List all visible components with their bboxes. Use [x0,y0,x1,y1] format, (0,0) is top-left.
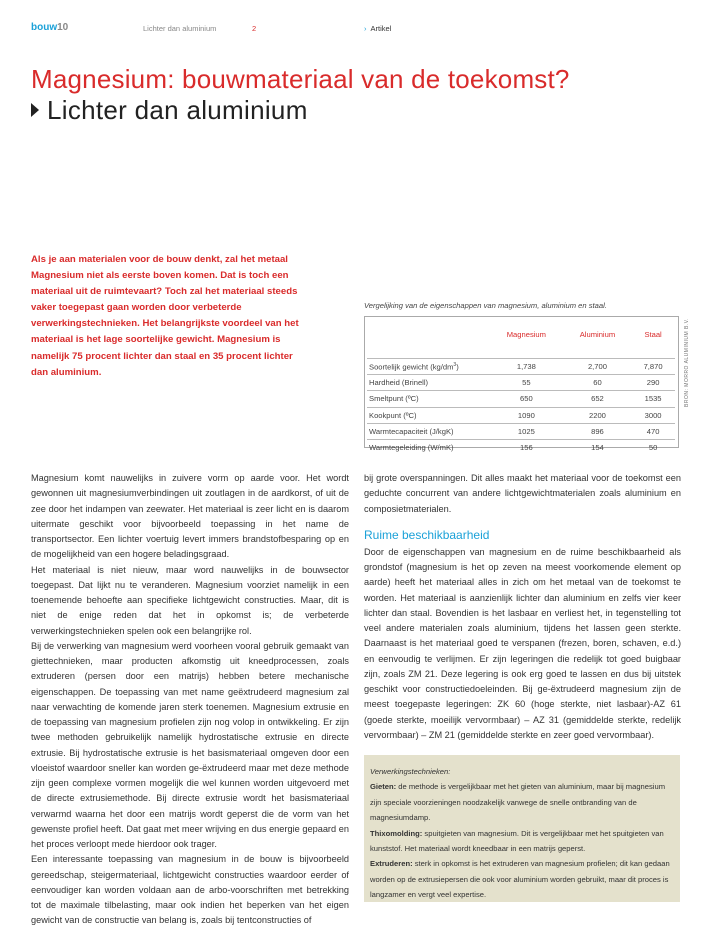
article-type-label: Artikel [370,24,392,33]
body-paragraph: Het materiaal is niet nieuw, maar word nauwelijks in de bouwsector toegepast. Dat lijkt nu te veranderen. Magnesium voorziet namelijk in een toenemende behoefte aan specifieke lichtgewicht constructies. Maar, dit is niet de enige reden dat het in opkomst is; de verbeterde verwerkingstechnieken spelen ook een belangrijke rol. [31,564,349,636]
cell-staal: 3000 [631,407,675,423]
sidebar-text: de methode is vergelijkbaar met het gieten van aluminium, maar bij magnesium zijn speciale voorzieningen noodzakelijk vanwege de snelle ontbranding van de magnesiumdamp. [370,782,666,823]
body-paragraph: Door de eigenschappen van magnesium en de ruime beschikbaarheid als grondstof (magnesium is het op zeven na meest voorkomende element op aarde) heeft het materiaal alles in zich om het metaal van de toekomst te worden. Het materiaal is aanzienlijk lichter dan aluminium en zelfs vier keer lichter dan staal. Bovendien is het lasbaar en verliest het, in tegenstelling tot veel andere materialen zoals aluminium, tijdens het lassen geen sterkte. Daarnaast is het materiaal goed te verspanen (frezen, boren, schaven, e.d.) en eenvoudig te verlijmen. Er zijn legeringen die redelijk tot goed buigbaar zijn, zoals ZM 21. Deze legering is ook erg goed te lassen en dus bij uitstek geschikt voor constructiedoeleinden. Bij ge-ëxtrudeerd magnesium zijn de meest toegepaste legeringen: ZK 60 (hoge sterkte, niet lasbaar)-AZ 61 (goede sterkte, moeilijk vervormbaar) – AZ 31 (gemiddelde sterkte, redelijk vervormbaar) – ZM 21 (gemiddelde sterkte en zeer goed vervormbaar). [364,546,681,740]
row-label: Warmtegeleiding (W/mK) [367,439,489,455]
header-page-number: 2 [252,24,257,33]
triangle-right-icon [31,103,39,117]
cell-staal: 50 [631,439,675,455]
body-paragraph: Magnesium komt nauwelijks in zuivere vorm op aarde voor. Het wordt gewonnen uit magnesiumverbindingen uit zoutlagen in de aardkorst, of uit de zee door het indampen van zeewater. Het materiaal is zeer licht en is daarom uitermate geschikt voor bijvoorbeeld toepassing in het name de transportsector. Een lichter voertuig levert immers brandstofbesparing op en de mogelijkheid van een hogere beladingsgraad. [31,473,349,560]
properties-table [367,324,675,455]
table-header-cell [367,324,489,344]
row-label: Kookpunt (ºC) [367,407,489,423]
sidebar-term: Thixomolding: [370,828,423,838]
sidebar-term: Gieten: [370,782,397,792]
sidebar-text: sterk in opkomst is het extruderen van magnesium profielen; dit kan gedaan worden op de extrusiepersen die ook voor aluminium worden gebruikt, maar dit proces is langzamer en vergt veel expertise. [370,859,670,900]
sidebar-term: Extruderen: [370,859,413,869]
logo-text: bouw [31,22,58,33]
chevron-right-icon: › [364,24,367,33]
body-column-2 [364,471,681,743]
cell-aluminium: 2,700 [564,359,631,375]
body-paragraph: bij grote overspanningen. Dit alles maakt het materiaal voor de toekomst een geduchte concurrent van andere lichtgewichtmaterialen zoals aluminium en composietmaterialen. [364,473,681,514]
cell-magnesium: 55 [489,375,564,391]
table-header-row [367,324,675,344]
section-subheading: Ruime beschikbaarheid [364,527,490,542]
page-title: Magnesium: bouwmateriaal van de toekomst? [31,64,570,94]
cell-aluminium: 896 [564,423,631,439]
table-row [367,391,675,407]
table-caption: Vergelijking van de eigenschappen van magnesium, aluminium en staal. [364,301,607,310]
cell-aluminium: 2200 [564,407,631,423]
sidebar-item [370,826,673,857]
cell-aluminium: 652 [564,391,631,407]
cell-magnesium: 1090 [489,407,564,423]
table-header-cell: Aluminium [579,329,616,339]
table-row [367,439,675,455]
table-row [367,407,675,423]
body-paragraph: Bij de verwerking van magnesium werd voorheen vooral gebruik gemaakt van giettechnieken, maar producten afkomstig uit kneedprocessen, zoals extruderen (persen door een matrijs) hebben betere mechanische eigenschappen. De toepassing van met name geëxtrudeerd magnesium zal naar verwachting de komende jaren sterk toenemen. Magnesium extrusie en de toepassing van magnesium profielen zijn nog volop in ontwikkeling. Er zijn twee methoden gebruikelijk namelijk hydrostatische extrusie en directe extrusie. Bij hydrostatische extrusie is het basismateriaal omgeven door een vloeistof waardoor sneller kan worden ge-ëxtrudeerd maar met deze methode zijn geen complexe vormen mogelijk die wel kunnen worden uitgevoerd met de directe extrusiemethode. Bij directe extrusie wordt het basismateriaal verwarmd waarna het door een matrijs wordt geperst die de vorm van het gewenste profiel heeft. Dat gaat met meer wrijving en dus energie gepaard en het proces verloopt mede hierdoor ook trager. [31,640,349,849]
sidebar-box [364,755,680,902]
cell-magnesium: 1025 [489,423,564,439]
table-header-cell: Magnesium [506,329,546,339]
body-paragraph: Een interessante toepassing van magnesium in de bouw is bijvoorbeeld gereedschap, steigermateriaal, lichtgewicht constructies waardoor eerder of eenvoudiger kan worden voldaan aan de arbo-voorschriften met betrekking tot de maximale tilbelasting, maar ook indien het beperken van het eigen gewicht van de constructie van belang is, zoals bij tentconstructies of [31,854,349,926]
table-row [367,423,675,439]
sidebar-item [370,779,673,825]
page-subtitle [31,95,308,126]
subtitle-text: Lichter dan aluminium [47,95,308,125]
table-spacer-row [367,344,675,359]
header-article-type [364,24,391,33]
cell-magnesium: 156 [489,439,564,455]
table-header-cell: Staal [644,329,662,339]
cell-staal: 470 [631,423,675,439]
cell-magnesium: 1,738 [489,359,564,375]
sidebar-title: Verwerkingstechnieken: [370,767,451,776]
row-label: Warmtecapaciteit (J/kgK) [367,423,489,439]
body-column-1 [31,471,349,929]
cell-staal: 290 [631,375,675,391]
cell-aluminium: 154 [564,439,631,455]
photo-credit: BRON: MORRO ALUMINIUM B.V. [684,318,690,407]
sidebar-text: spuitgieten van magnesium. Dit is vergelijkbaar met het spuitgieten van kunststof. Het materiaal wordt kneedbaar in een matrijs geperst. [370,828,664,854]
cell-staal: 1535 [631,391,675,407]
table-row [367,375,675,391]
cell-aluminium: 60 [564,375,631,391]
magazine-logo [31,22,68,33]
table-row [367,359,675,375]
row-label: Smeltpunt (ºC) [367,391,489,407]
logo-suffix: 10 [57,22,69,33]
row-label: Soortelijk gewicht $(kg/dm^3)$ [367,359,489,375]
intro-paragraph: Als je aan materialen voor de bouw denkt, zal het metaal Magnesium niet als eerste boven komen. Dat is toch een materiaal uit de ruimtevaart? Toch zal het materiaal steeds vaker toegepast gaan worden door verbeterde verwerkingstechnieken. Het belangrijkste voordeel van het materiaal is het lage soortelijke gewicht. Magnesium is namelijk 75 procent lichter dan staal en 35 procent lichter dan aluminium. [31,254,299,378]
row-label: Hardheid (Brinell) [367,375,489,391]
sidebar-item [370,856,673,902]
header-section-title: Lichter dan aluminium [143,24,217,33]
cell-magnesium: 650 [489,391,564,407]
cell-staal: 7,870 [631,359,675,375]
